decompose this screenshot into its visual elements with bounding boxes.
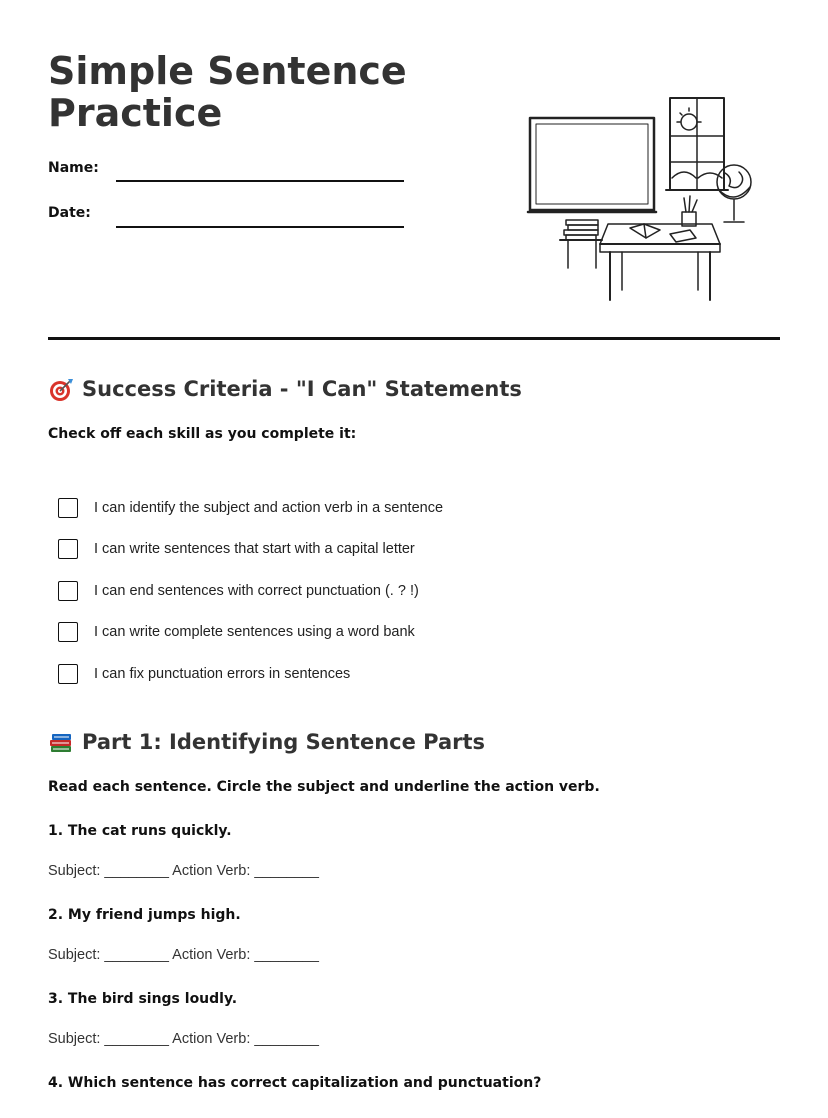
checklist-item-label: I can write complete sentences using a word bank bbox=[94, 624, 415, 641]
checkbox[interactable] bbox=[58, 498, 78, 518]
globe bbox=[717, 165, 751, 222]
answer-line[interactable]: Subject: ________ Action Verb: ________ bbox=[48, 1031, 319, 1047]
date-label: Date: bbox=[48, 205, 91, 221]
books-icon bbox=[48, 729, 74, 755]
part1-instruction: Read each sentence. Circle the subject and underline the action verb. bbox=[48, 779, 600, 795]
checklist-item-label: I can end sentences with correct punctuation (. ? !) bbox=[94, 582, 419, 599]
question-prompt: 2. My friend jumps high. bbox=[48, 907, 241, 923]
checklist-item bbox=[58, 529, 443, 571]
book-stack bbox=[560, 220, 602, 268]
checkbox[interactable] bbox=[58, 581, 78, 601]
checklist-item-label: I can write sentences that start with a capital letter bbox=[94, 541, 415, 558]
success-criteria-heading bbox=[48, 376, 522, 402]
success-criteria-title: Success Criteria - "I Can" Statements bbox=[82, 377, 522, 401]
checkbox[interactable] bbox=[58, 664, 78, 684]
question-prompt: 3. The bird sings loudly. bbox=[48, 991, 238, 1007]
classroom-illustration bbox=[526, 94, 762, 306]
target-icon bbox=[48, 376, 74, 402]
title-line-2: Practice bbox=[48, 91, 223, 135]
checklist-item-label: I can identify the subject and action verb in a sentence bbox=[94, 499, 444, 516]
checklist-item bbox=[58, 570, 443, 612]
checkbox[interactable] bbox=[58, 539, 78, 559]
checklist-item bbox=[58, 612, 443, 654]
checklist-item bbox=[58, 487, 443, 529]
checkbox[interactable] bbox=[58, 622, 78, 642]
title-line-1: Simple Sentence bbox=[48, 49, 407, 93]
answer-line[interactable]: Subject: ________ Action Verb: ________ bbox=[48, 863, 319, 879]
part1-heading bbox=[48, 729, 485, 755]
checklist-item bbox=[58, 653, 443, 695]
chalkboard bbox=[528, 118, 656, 212]
page-title bbox=[48, 50, 468, 134]
question-prompt: 1. The cat runs quickly. bbox=[48, 823, 232, 839]
success-instruction: Check off each skill as you complete it: bbox=[48, 426, 357, 442]
part1-title: Part 1: Identifying Sentence Parts bbox=[82, 730, 486, 754]
section-divider bbox=[48, 337, 780, 340]
answer-line[interactable]: Subject: ________ Action Verb: ________ bbox=[48, 947, 319, 963]
date-field[interactable] bbox=[116, 226, 404, 228]
checklist-item-label: I can fix punctuation errors in sentences bbox=[94, 665, 351, 682]
question-prompt: 4. Which sentence has correct capitalization and punctuation? bbox=[48, 1075, 542, 1091]
name-field[interactable] bbox=[116, 180, 404, 182]
name-label: Name: bbox=[48, 160, 99, 176]
i-can-checklist bbox=[58, 487, 443, 695]
